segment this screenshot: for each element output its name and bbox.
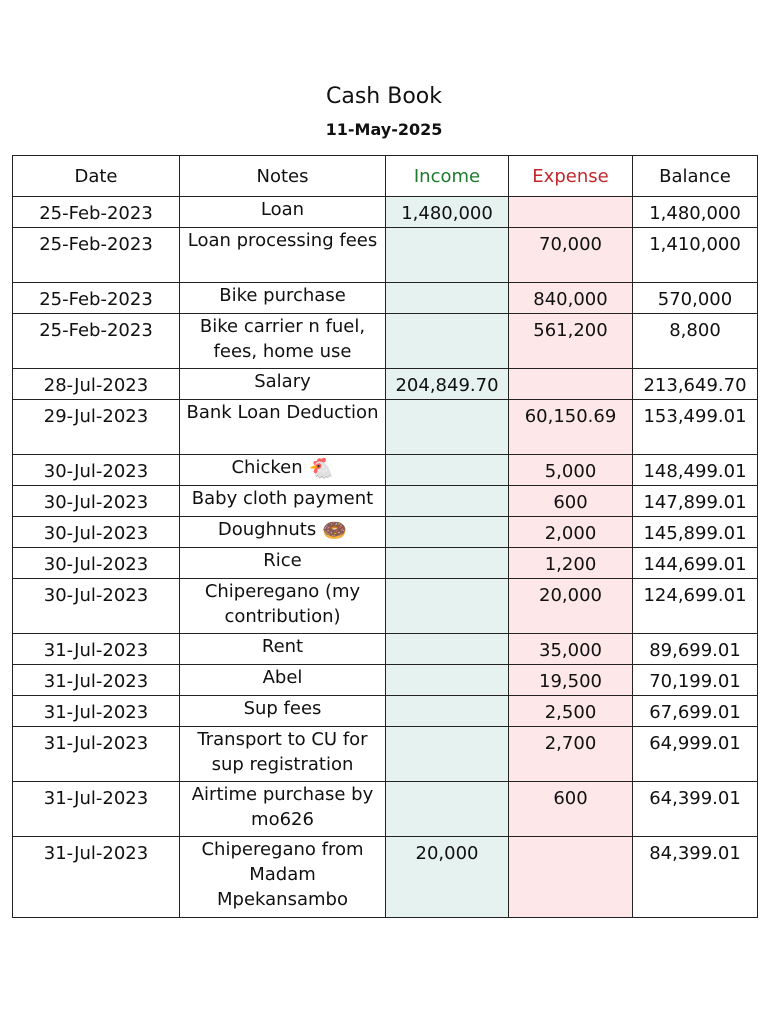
balance-cell: 144,699.01 <box>633 548 758 579</box>
balance-cell: 64,399.01 <box>633 782 758 837</box>
income-cell <box>386 517 509 548</box>
expense-cell: 600 <box>509 782 633 837</box>
date-cell: 30-Jul-2023 <box>13 548 180 579</box>
income-cell <box>386 665 509 696</box>
income-cell <box>386 486 509 517</box>
notes-cell: Abel <box>180 665 386 696</box>
table-row <box>13 665 758 696</box>
balance-cell: 124,699.01 <box>633 579 758 634</box>
balance-cell: 147,899.01 <box>633 486 758 517</box>
column-header-date: Date <box>13 156 180 197</box>
column-header-expense: Expense <box>509 156 633 197</box>
notes-text: Doughnuts <box>217 519 317 540</box>
column-header-balance: Balance <box>633 156 758 197</box>
expense-cell: 561,200 <box>509 314 633 369</box>
date-cell: 25-Feb-2023 <box>13 197 180 228</box>
notes-cell: Chiperegano from Madam Mpekansambo <box>180 837 386 918</box>
balance-cell: 153,499.01 <box>633 400 758 455</box>
date-cell: 25-Feb-2023 <box>13 283 180 314</box>
income-cell <box>386 548 509 579</box>
balance-cell: 70,199.01 <box>633 665 758 696</box>
notes-cell: Baby cloth payment <box>180 486 386 517</box>
table-row <box>13 314 758 369</box>
table-row <box>13 579 758 634</box>
chicken-icon: 🐔 <box>308 456 334 480</box>
expense-cell: 840,000 <box>509 283 633 314</box>
date-cell: 31-Jul-2023 <box>13 634 180 665</box>
page-title: Cash Book <box>326 84 442 109</box>
income-cell <box>386 634 509 665</box>
expense-cell: 600 <box>509 486 633 517</box>
date-cell: 31-Jul-2023 <box>13 782 180 837</box>
expense-cell <box>509 837 633 918</box>
date-cell: 30-Jul-2023 <box>13 486 180 517</box>
income-cell <box>386 283 509 314</box>
income-cell <box>386 314 509 369</box>
table-row <box>13 283 758 314</box>
expense-cell: 20,000 <box>509 579 633 634</box>
notes-cell: Rent <box>180 634 386 665</box>
expense-cell: 2,500 <box>509 696 633 727</box>
balance-cell: 84,399.01 <box>633 837 758 918</box>
table-row <box>13 837 758 918</box>
date-cell: 28-Jul-2023 <box>13 369 180 400</box>
notes-cell: Bank Loan Deduction <box>180 400 386 455</box>
notes-cell: Chiperegano (my contribution) <box>180 579 386 634</box>
date-cell: 30-Jul-2023 <box>13 579 180 634</box>
table-row <box>13 634 758 665</box>
income-cell: 204,849.70 <box>386 369 509 400</box>
income-cell <box>386 727 509 782</box>
notes-cell: Rice <box>180 548 386 579</box>
balance-cell: 8,800 <box>633 314 758 369</box>
balance-cell: 67,699.01 <box>633 696 758 727</box>
income-cell <box>386 696 509 727</box>
date-cell: 29-Jul-2023 <box>13 400 180 455</box>
income-cell <box>386 400 509 455</box>
notes-cell: Bike carrier n fuel, fees, home use <box>180 314 386 369</box>
balance-cell: 148,499.01 <box>633 455 758 486</box>
balance-cell: 89,699.01 <box>633 634 758 665</box>
income-cell <box>386 455 509 486</box>
income-cell <box>386 228 509 283</box>
notes-cell: Transport to CU for sup registration <box>180 727 386 782</box>
expense-cell: 2,000 <box>509 517 633 548</box>
notes-cell: Salary <box>180 369 386 400</box>
notes-cell: Loan processing fees <box>180 228 386 283</box>
expense-cell: 60,150.69 <box>509 400 633 455</box>
table-row <box>13 517 758 548</box>
income-cell: 20,000 <box>386 837 509 918</box>
notes-cell <box>180 455 386 486</box>
date-cell: 31-Jul-2023 <box>13 727 180 782</box>
notes-cell <box>180 517 386 548</box>
expense-cell: 5,000 <box>509 455 633 486</box>
table-row <box>13 369 758 400</box>
table-row <box>13 400 758 455</box>
column-header-notes: Notes <box>180 156 386 197</box>
report-date: 11-May-2025 <box>325 120 443 139</box>
expense-cell: 35,000 <box>509 634 633 665</box>
doughnut-icon: 🍩 <box>322 518 348 542</box>
column-header-income: Income <box>386 156 509 197</box>
date-cell: 31-Jul-2023 <box>13 696 180 727</box>
balance-cell: 64,999.01 <box>633 727 758 782</box>
date-cell: 30-Jul-2023 <box>13 455 180 486</box>
table-header-row <box>13 156 758 197</box>
balance-cell: 213,649.70 <box>633 369 758 400</box>
expense-cell: 70,000 <box>509 228 633 283</box>
balance-cell: 1,410,000 <box>633 228 758 283</box>
income-cell <box>386 579 509 634</box>
expense-cell: 19,500 <box>509 665 633 696</box>
date-cell: 30-Jul-2023 <box>13 517 180 548</box>
table-row <box>13 455 758 486</box>
expense-cell: 1,200 <box>509 548 633 579</box>
notes-cell: Loan <box>180 197 386 228</box>
notes-text: Chicken <box>231 457 303 478</box>
expense-cell <box>509 197 633 228</box>
notes-cell: Sup fees <box>180 696 386 727</box>
table-row <box>13 548 758 579</box>
expense-cell <box>509 369 633 400</box>
notes-cell: Airtime purchase by mo626 <box>180 782 386 837</box>
balance-cell: 570,000 <box>633 283 758 314</box>
table-row <box>13 486 758 517</box>
date-cell: 31-Jul-2023 <box>13 837 180 918</box>
date-cell: 25-Feb-2023 <box>13 314 180 369</box>
expense-cell: 2,700 <box>509 727 633 782</box>
date-cell: 31-Jul-2023 <box>13 665 180 696</box>
balance-cell: 145,899.01 <box>633 517 758 548</box>
table-row <box>13 782 758 837</box>
income-cell: 1,480,000 <box>386 197 509 228</box>
income-cell <box>386 782 509 837</box>
notes-cell: Bike purchase <box>180 283 386 314</box>
table-row <box>13 727 758 782</box>
table-row <box>13 197 758 228</box>
table-row <box>13 228 758 283</box>
table-row <box>13 696 758 727</box>
balance-cell: 1,480,000 <box>633 197 758 228</box>
date-cell: 25-Feb-2023 <box>13 228 180 283</box>
cash-book-table <box>12 155 758 918</box>
